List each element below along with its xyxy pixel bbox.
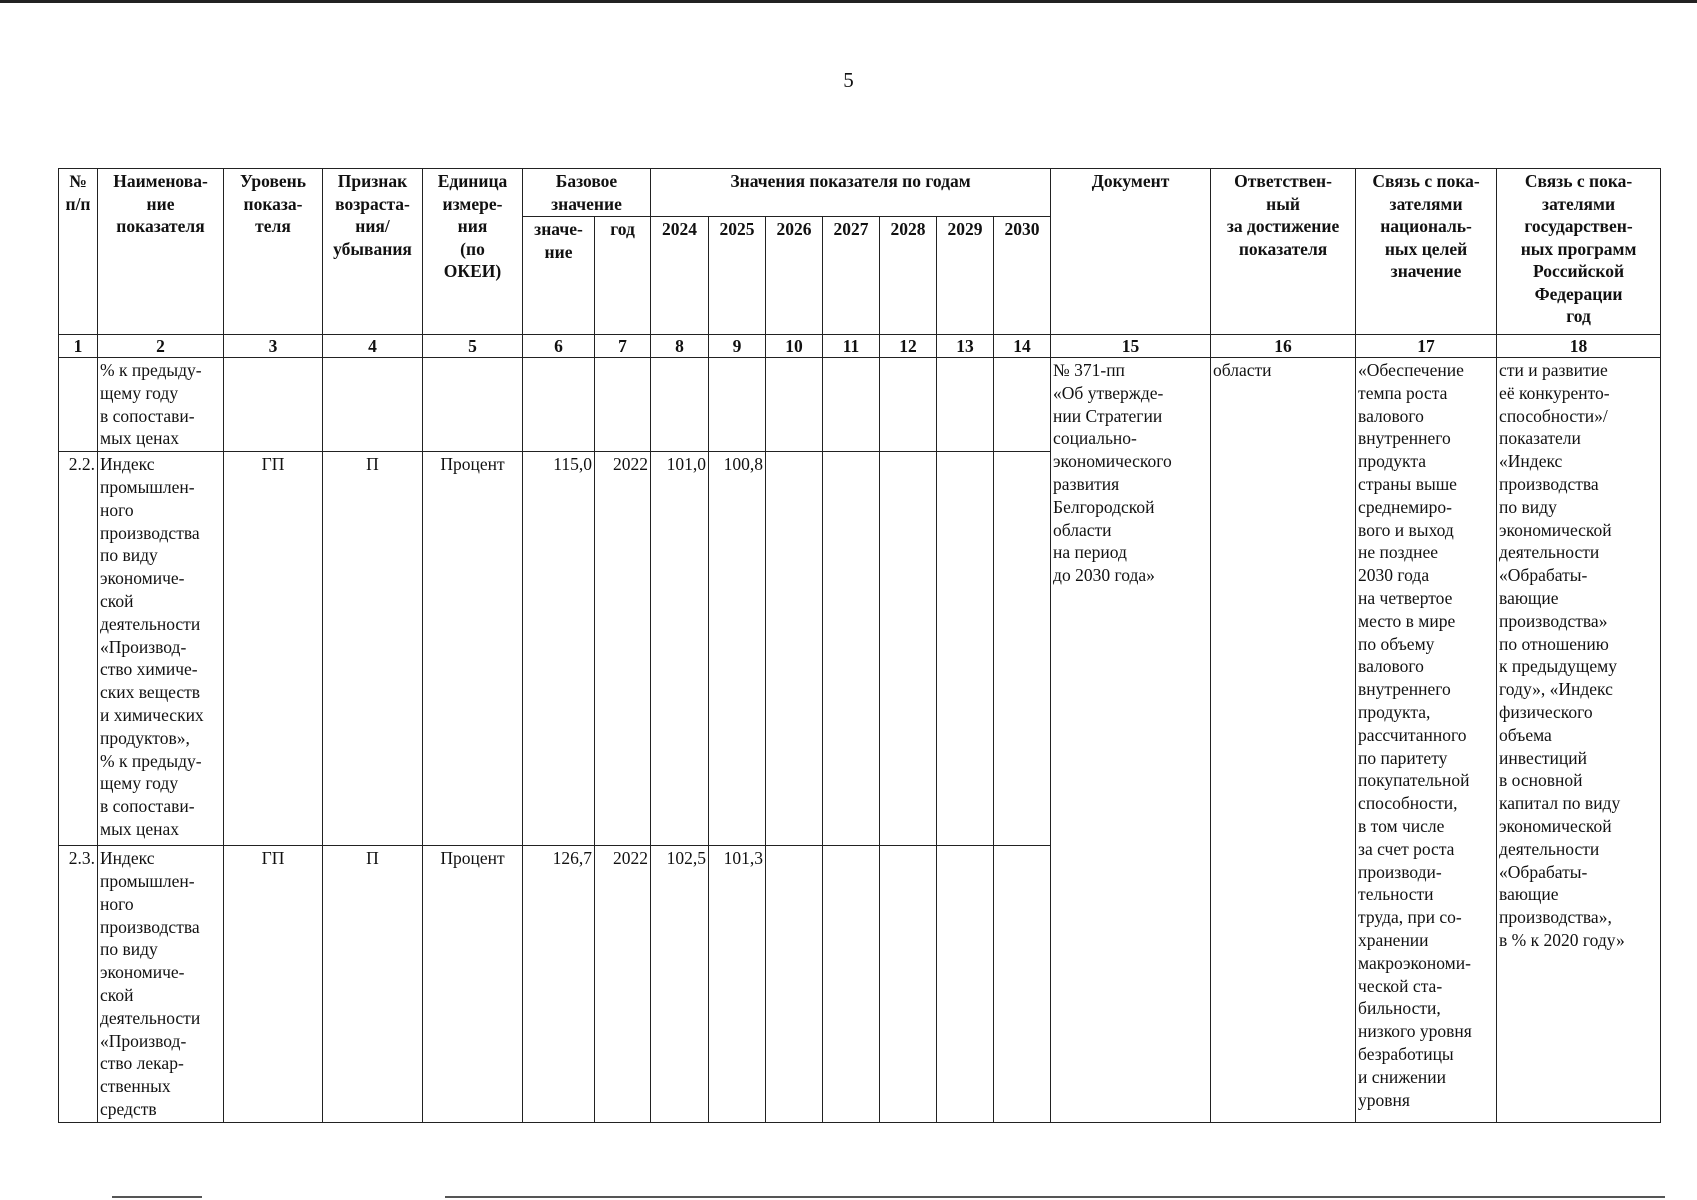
- value-2025: 100,8: [709, 452, 766, 846]
- column-number-row: [59, 335, 1661, 358]
- indicators-table: [58, 168, 1661, 1123]
- value-2028: [880, 358, 937, 452]
- header-base-year: год: [595, 217, 651, 335]
- base-value: [523, 358, 595, 452]
- indicator-name: Индекс промышлен- ного производства по виду экономиче- ской деятельности «Производ- ство химиче- ских веществ и химических продуктов», % к предыду- щему году в сопостави- мых ценах: [98, 452, 224, 846]
- value-2028: [880, 846, 937, 1123]
- value-2026: [766, 358, 823, 452]
- header-years-group: Значения показателя по годам: [651, 169, 1051, 217]
- column-number: 2: [98, 335, 224, 358]
- value-2024: 102,5: [651, 846, 709, 1123]
- indicator-unit: [423, 358, 523, 452]
- base-value: 115,0: [523, 452, 595, 846]
- row-num: [59, 358, 98, 452]
- row-num: 2.3.: [59, 846, 98, 1123]
- row-num: 2.2.: [59, 452, 98, 846]
- column-number: 11: [823, 335, 880, 358]
- column-number: 18: [1497, 335, 1661, 358]
- column-number: 4: [323, 335, 423, 358]
- state-programs-cell: сти и развитие её конкуренто- способности»/ показатели «Индекс производства по виду экономической деятельности «Обрабаты- вающие производства» по отношению к предыдущему году», «Индекс физического объема инвестиций в основной капитал по виду экономической деятельности «Обрабаты- вающие производства», в % к 2020 году»: [1497, 358, 1661, 1123]
- responsible-cell: области: [1211, 358, 1356, 1123]
- header-unit: Единица измере- ния (по ОКЕИ): [423, 169, 523, 335]
- value-2027: [823, 452, 880, 846]
- value-2026: [766, 452, 823, 846]
- indicator-unit: Процент: [423, 452, 523, 846]
- column-number: 1: [59, 335, 98, 358]
- indicator-level: ГП: [224, 452, 323, 846]
- column-number: 3: [224, 335, 323, 358]
- indicator-trend: П: [323, 846, 423, 1123]
- base-year: 2022: [595, 846, 651, 1123]
- header-year-2028: 2028: [880, 217, 937, 335]
- column-number: 5: [423, 335, 523, 358]
- column-number: 10: [766, 335, 823, 358]
- column-number: 13: [937, 335, 994, 358]
- national-goals-cell: «Обеспечение темпа роста валового внутреннего продукта страны выше среднемиро- вого и выход не позднее 2030 года на четвертое место в мире по объему валового внутреннего продукта, рассчитанного по паритету покупательной способности, в том числе за счет роста производи- тельности труда, при со- хранении макроэкономи- ческой ста- бильности, низкого уровня безработицы и снижении уровня: [1356, 358, 1497, 1123]
- value-2029: [937, 358, 994, 452]
- value-2028: [880, 452, 937, 846]
- header-state-programs: Связь с пока- зателями государствен- ных программ Российской Федерации год: [1497, 169, 1661, 335]
- bottom-border-line: [445, 1196, 1665, 1198]
- value-2029: [937, 452, 994, 846]
- indicator-name: Индекс промышлен- ного производства по виду экономиче- ской деятельности «Производ- ство лекар- ственных средств: [98, 846, 224, 1123]
- document-cell: № 371-пп «Об утвержде- нии Стратегии социально- экономического развития Белгородской области на период до 2030 года»: [1051, 358, 1211, 1123]
- header-year-2026: 2026: [766, 217, 823, 335]
- header-base: Базовое значение: [523, 169, 651, 217]
- column-number: 7: [595, 335, 651, 358]
- header-year-2030: 2030: [994, 217, 1051, 335]
- header-year-2029: 2029: [937, 217, 994, 335]
- header-name: Наименова- ние показателя: [98, 169, 224, 335]
- value-2026: [766, 846, 823, 1123]
- column-number: 9: [709, 335, 766, 358]
- header-year-2027: 2027: [823, 217, 880, 335]
- value-2027: [823, 358, 880, 452]
- value-2030: [994, 452, 1051, 846]
- value-2030: [994, 358, 1051, 452]
- indicator-trend: [323, 358, 423, 452]
- value-2029: [937, 846, 994, 1123]
- indicator-unit: Процент: [423, 846, 523, 1123]
- header-national-goals: Связь с пока- зателями националь- ных целей значение: [1356, 169, 1497, 335]
- value-2024: [651, 358, 709, 452]
- header-document: Документ: [1051, 169, 1211, 335]
- bottom-border-line: [112, 1196, 202, 1198]
- column-number: 12: [880, 335, 937, 358]
- indicator-trend: П: [323, 452, 423, 846]
- header-base-value: значе- ние: [523, 217, 595, 335]
- column-number: 15: [1051, 335, 1211, 358]
- base-year: [595, 358, 651, 452]
- indicator-level: ГП: [224, 846, 323, 1123]
- value-2024: 101,0: [651, 452, 709, 846]
- indicator-level: [224, 358, 323, 452]
- page-number: 5: [843, 68, 854, 92]
- table-row: [59, 358, 1661, 452]
- value-2027: [823, 846, 880, 1123]
- header-row-1: [59, 169, 1661, 217]
- column-number: 6: [523, 335, 595, 358]
- header-num: № п/п: [59, 169, 98, 335]
- header-trend: Признак возраста- ния/ убывания: [323, 169, 423, 335]
- indicator-name: % к предыду- щему году в сопостави- мых ценах: [98, 358, 224, 452]
- column-number: 16: [1211, 335, 1356, 358]
- header-responsible: Ответствен- ный за достижение показателя: [1211, 169, 1356, 335]
- column-number: 8: [651, 335, 709, 358]
- base-year: 2022: [595, 452, 651, 846]
- value-2030: [994, 846, 1051, 1123]
- header-year-2025: 2025: [709, 217, 766, 335]
- column-number: 17: [1356, 335, 1497, 358]
- header-level: Уровень показа- теля: [224, 169, 323, 335]
- value-2025: 101,3: [709, 846, 766, 1123]
- base-value: 126,7: [523, 846, 595, 1123]
- value-2025: [709, 358, 766, 452]
- top-border-line: [0, 0, 1697, 3]
- column-number: 14: [994, 335, 1051, 358]
- header-year-2024: 2024: [651, 217, 709, 335]
